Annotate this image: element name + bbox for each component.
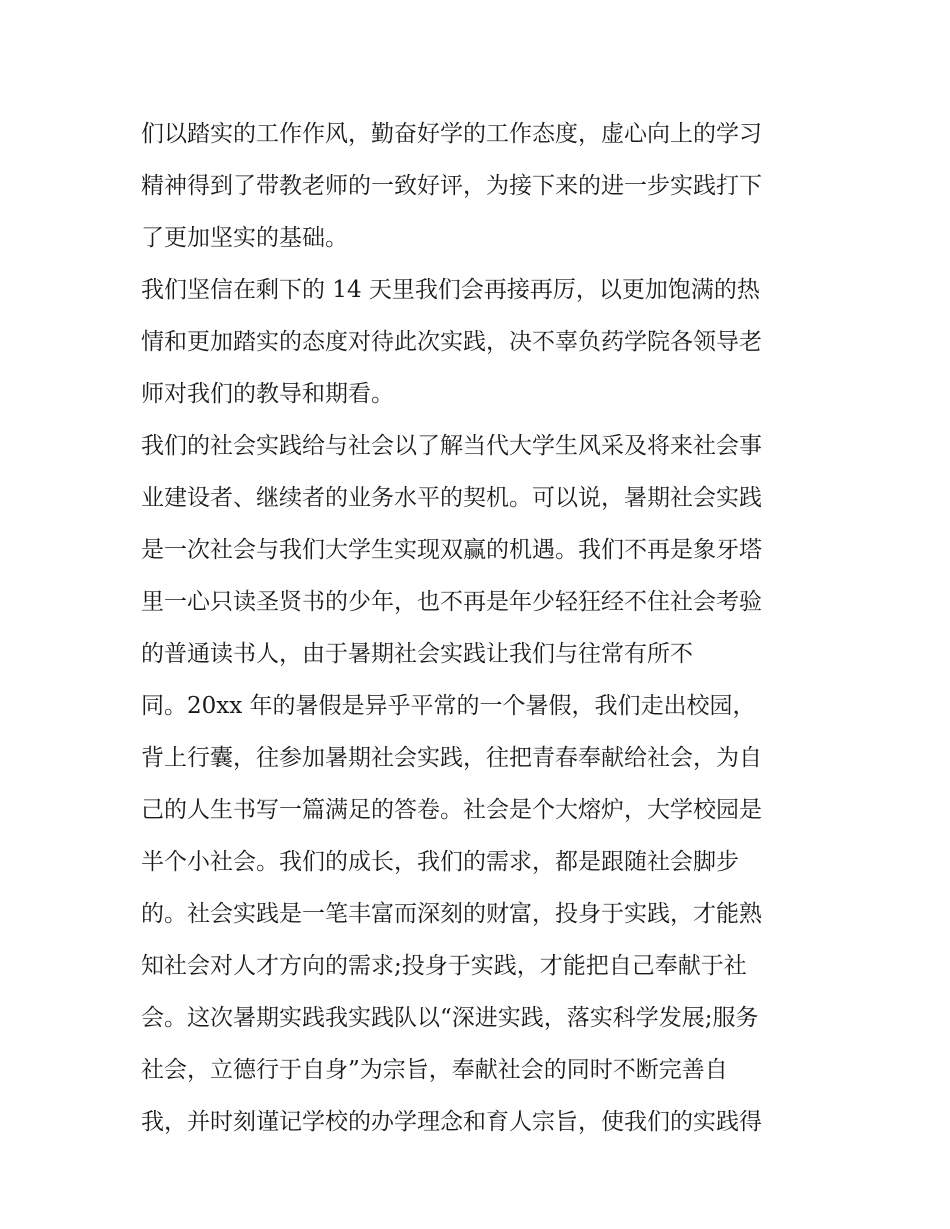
text-line: 同。20xx 年的暑假是异乎平常的一个暑假，我们走出校园， [141, 693, 756, 719]
body-text [141, 108, 821, 1148]
text-line: 业建设者、继续者的业务水平的契机。可以说，暑期社会实践 [141, 485, 762, 511]
text-line: 半个小社会。我们的成长，我们的需求，都是跟随社会脚步 [141, 849, 739, 875]
text-line: 知社会对人才方向的需求;投身于实践，才能把自己奉献于社 [141, 953, 747, 979]
text-line: 己的人生书写一篇满足的答卷。社会是个大熔炉，大学校园是 [141, 797, 762, 823]
text-line: 们以踏实的工作作风，勤奋好学的工作态度，虚心向上的学习 [141, 121, 762, 147]
text-line: 的普通读书人，由于暑期社会实践让我们与往常有所不 [141, 641, 693, 667]
text-line: 我，并时刻谨记学校的办学理念和育人宗旨，使我们的实践得 [141, 1109, 762, 1135]
text-line: 了更加坚实的基础。 [141, 225, 348, 251]
text-line: 背上行囊，往参加暑期社会实践，往把青春奉献给社会，为自 [141, 745, 762, 771]
text-line: 的。社会实践是一笔丰富而深刻的财富，投身于实践，才能熟 [141, 901, 762, 927]
text-line: 我们坚信在剩下的 14 天里我们会再接再厉，以更加饱满的热 [141, 277, 760, 303]
text-line: 社会，立德行于自身”为宗旨，奉献社会的同时不断完善自 [141, 1057, 728, 1083]
text-line: 里一心只读圣贤书的少年，也不再是年少轻狂经不住社会考验 [141, 589, 762, 615]
text-line: 是一次社会与我们大学生实现双赢的机遇。我们不再是象牙塔 [141, 537, 762, 563]
text-line: 我们的社会实践给与社会以了解当代大学生风采及将来社会事 [141, 433, 762, 459]
text-line: 师对我们的教导和期看。 [141, 381, 394, 407]
text-line: 情和更加踏实的态度对待此次实践，决不辜负药学院各领导老 [141, 329, 762, 355]
text-line: 精神得到了带教老师的一致好评，为接下来的进一步实践打下 [141, 173, 762, 199]
text-line: 会。这次暑期实践我实践队以“深进实践，落实科学发展;服务 [141, 1005, 759, 1031]
